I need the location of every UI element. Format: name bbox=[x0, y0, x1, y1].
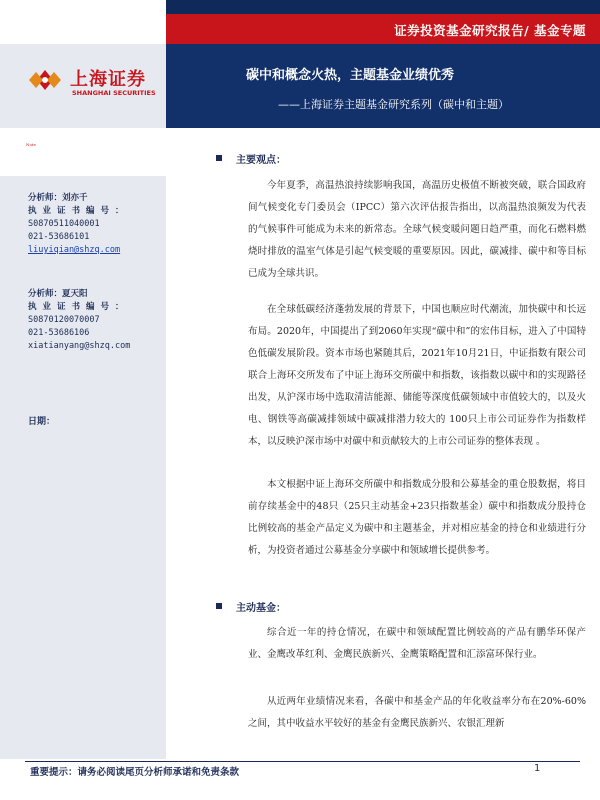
analyst-cert-number: S0870120070007 bbox=[28, 315, 100, 325]
note-mark: Note bbox=[26, 142, 36, 147]
section-heading-key-points: 主要观点： bbox=[236, 155, 286, 166]
analyst-block bbox=[28, 288, 158, 353]
report-subtitle: ——上海证券主题基金研究系列（碳中和主题） bbox=[278, 98, 509, 111]
report-type-label: 证券投资基金研究报告/ 基金专题 bbox=[394, 23, 586, 38]
report-title: 碳中和概念火热，主题基金业绩优秀 bbox=[246, 68, 455, 83]
paragraph: 今年夏季，高温热浪持续影响我国，高温历史极值不断被突破，联合国政府间气候变化专门委员会（IPCC）第六次评估报告指出，以高温热浪频发为代表的气候事件可能成为未来的新常态。全球气候变暖问题日趋严重，而化石燃料燃烧时排放的温室气体是引起气候变暖的重要原因。因此，碳减排、碳中和等目标已成为全球共识。 bbox=[248, 180, 586, 279]
analyst-name: 分析师：夏天阳 bbox=[28, 289, 88, 299]
analyst-email: xiatianyang@shzq.com bbox=[28, 341, 131, 351]
brand-name-en: SHANGHAI SECURITIES bbox=[72, 89, 156, 97]
section-heading-active-funds: 主动基金： bbox=[236, 603, 286, 614]
section-bullet-icon bbox=[216, 603, 222, 609]
analyst-phone: 021-53686101 bbox=[28, 232, 90, 242]
report-type-banner bbox=[166, 14, 600, 44]
paragraph: 综合近一年的持仓情况，在碳中和领域配置比例较高的产品有鹏华环保产业、金鹰改革红利、金鹰民族新兴、金鹰策略配置和汇添富环保行业。 bbox=[248, 627, 586, 660]
footer-disclaimer: 重要提示：请务必阅读尾页分析师承诺和免责条款 bbox=[30, 767, 240, 778]
paragraph: 在全球低碳经济蓬勃发展的背景下，中国也顺应时代潮流，加快碳中和长远布局。2020年，中国提出了到2060年实现“碳中和”的宏伟目标，进入了中国特色低碳发展阶段。资本市场也紧随其后，2021年10月21日，中证指数有限公司联合上海环交所发布了中证上海环交所碳中和指数，该指数以碳中和的实现路径出发，从沪深市场中选取清洁能源、储能等深度低碳领域中市值较大的，以及火电、钢铁等高碳减排领域中碳减排潜力较大的 100只上市公司证券作为指数样本，以反映沪深市场中对碳中和贡献较大的上市公司证券的整体表现 。 bbox=[248, 304, 586, 447]
date-label: 日期： bbox=[28, 417, 56, 427]
brand-name-cn: 上海证券 bbox=[70, 69, 146, 90]
paragraph: 本文根据中证上海环交所碳中和指数成分股和公募基金的重仓股数据，将目前存续基金中的48只（25只主动基金+23只指数基金）碳中和指数成分股持仓比例较高的基金产品定义为碳中和主题基金，并对相应基金的持仓和业绩进行分析，为投资者通过公募基金分享碳中和领域增长提供参考。 bbox=[248, 479, 586, 556]
sidebar bbox=[0, 176, 166, 759]
header-top-band bbox=[166, 0, 600, 14]
page-number: 1 bbox=[534, 763, 541, 774]
analyst-email-link[interactable]: liuyiqian@shzq.com bbox=[28, 245, 121, 255]
analyst-block bbox=[28, 192, 158, 257]
analyst-cert-label: 执业证书编号： bbox=[28, 206, 130, 216]
analyst-name: 分析师：刘亦千 bbox=[28, 193, 88, 203]
footer-divider bbox=[25, 761, 580, 762]
section-bullet-icon bbox=[216, 155, 222, 161]
paragraph: 从近两年业绩情况来看，各碳中和基金产品的年化收益率分布在20%-60%之间，其中收益水平较好的基金有金鹰民族新兴、农银汇理新 bbox=[248, 696, 586, 729]
diamond-logo-icon bbox=[27, 66, 65, 94]
title-banner bbox=[166, 44, 600, 128]
analyst-cert-label: 执业证书编号： bbox=[28, 302, 130, 312]
analyst-phone: 021-53686106 bbox=[28, 328, 90, 338]
analyst-cert-number: S0870511040001 bbox=[28, 219, 100, 229]
